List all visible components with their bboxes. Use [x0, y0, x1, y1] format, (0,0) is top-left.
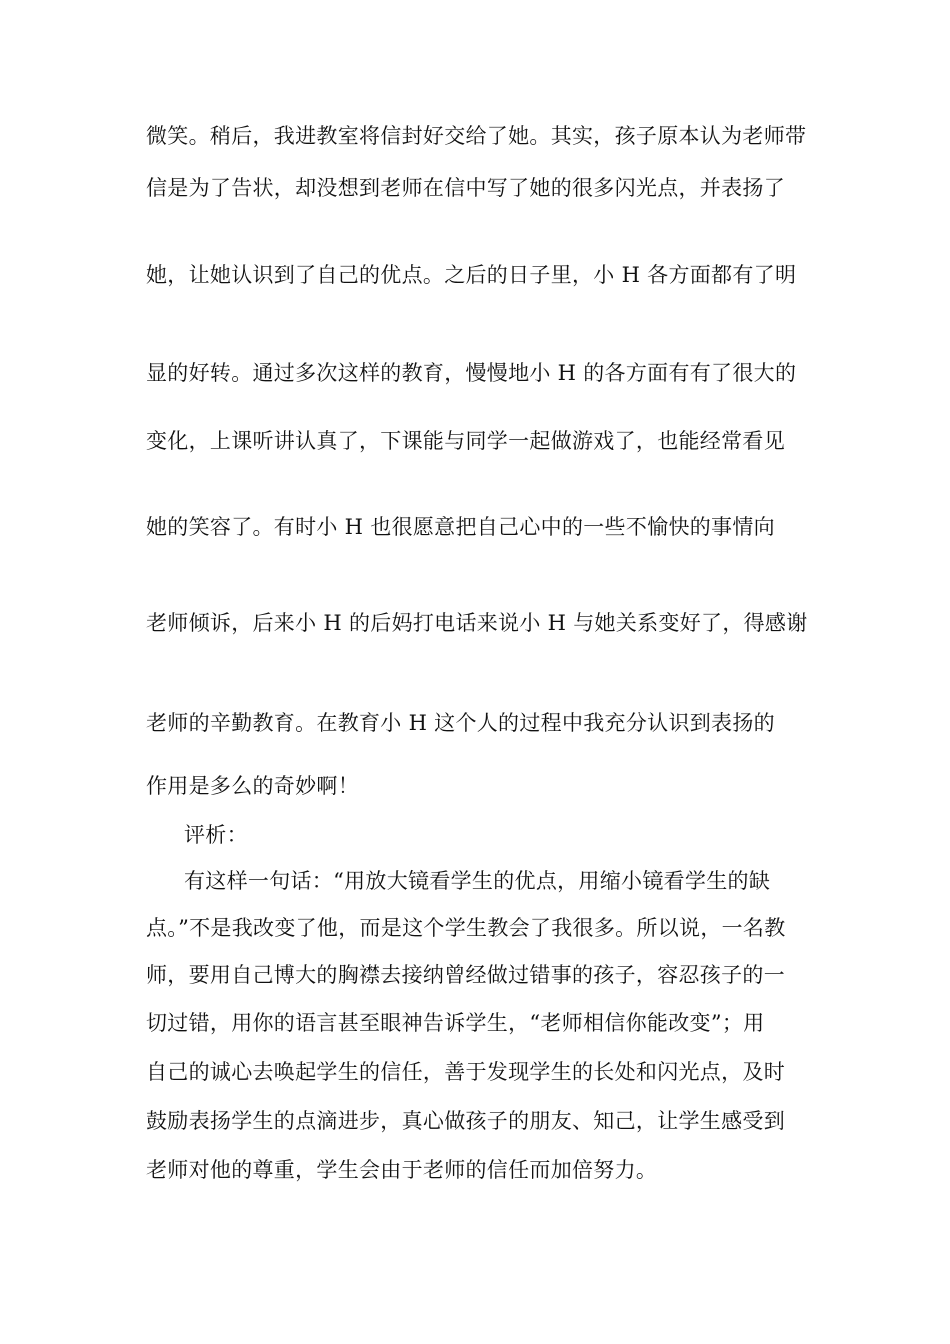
- analysis-line-2: 点。”不是我改变了他，而是这个学生教会了我很多。所以说，一名教: [146, 916, 786, 940]
- analysis-line-4: 切过错，用你的语言甚至眼神告诉学生，“老师相信你能改变”；用: [146, 1011, 765, 1035]
- analysis-heading: 评析：: [184, 823, 248, 847]
- analysis-line-3: 师，要用自己博大的胸襟去接纳曾经做过错事的孩子，容忍孩子的一: [146, 963, 785, 987]
- story-line-3: 她，让她认识到了自己的优点。之后的日子里，小 H 各方面都有了明: [146, 263, 797, 287]
- story-line-1: 微笑。稍后，我进教室将信封好交给了她。其实，孩子原本认为老师带: [146, 124, 807, 148]
- story-line-4: 显的好转。通过多次这样的教育，慢慢地小 H 的各方面有有了很大的: [146, 361, 797, 385]
- analysis-line-7: 老师对他的尊重，学生会由于老师的信任而加倍努力。: [146, 1158, 658, 1182]
- story-line-8: 老师的辛勤教育。在教育小 H 这个人的过程中我充分认识到表扬的: [146, 711, 775, 735]
- story-line-2: 信是为了告状，却没想到老师在信中写了她的很多闪光点，并表扬了: [146, 176, 785, 200]
- analysis-line-6: 鼓励表扬学生的点滴进步，真心做孩子的朋友、知己，让学生感受到: [146, 1109, 785, 1133]
- analysis-line-5: 自己的诚心去唤起学生的信任，善于发现学生的长处和闪光点，及时: [146, 1060, 785, 1084]
- analysis-line-1: 有这样一句话：“用放大镜看学生的优点，用缩小镜看学生的缺: [184, 869, 771, 893]
- story-line-5: 变化，上课听讲认真了，下课能与同学一起做游戏了，也能经常看见: [146, 429, 785, 453]
- story-line-7: 老师倾诉，后来小 H 的后妈打电话来说小 H 与她关系变好了，得感谢: [146, 611, 808, 635]
- story-line-6: 她的笑容了。有时小 H 也很愿意把自己心中的一些不愉快的事情向: [146, 515, 775, 539]
- story-line-9: 作用是多么的奇妙啊！: [146, 774, 359, 798]
